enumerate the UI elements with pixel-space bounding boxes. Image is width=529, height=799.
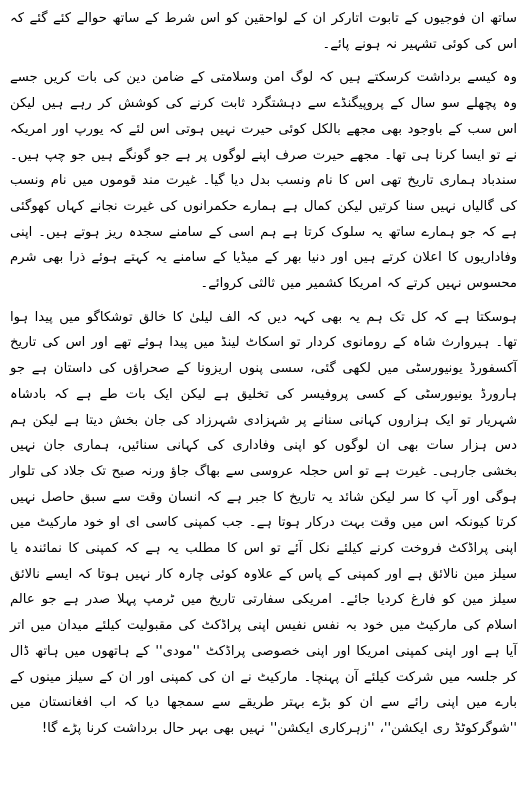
article-paragraph-1: ساتھ ان فوجیوں کے تابوت اتارکر ان کے لواحقین کو اس شرط کے ساتھ حوالے کئے گئے کہ اس کی کوئی تشہیر نہ ہونے پائے۔ bbox=[10, 11, 517, 52]
article-paragraph-2: وہ کیسے برداشت کرسکتے ہیں کہ لوگ امن وسلامتی کے ضامن دین کی بات کریں جسے وہ پچھلے سو سال کے پروپیگنڈے سے دہشتگرد ثابت کرنے کی کوشش کر رہے ہیں لیکن اس سب کے باوجود بھی مجھے بالکل کوئی حیرت نہیں ہوتی اس لئے کہ یورپ اور امریکہ نے تو ایسا کرنا ہی تھا۔ مجھے حیرت صرف اپنے لوگوں پر ہے جو گونگے ہیں جو چپ ہیں۔ سندباد ہماری تاریخ تھی اس کا نام ونسب بدل دیا گیا۔ غیرت مند قوموں میں نام ونسب کی گالیاں نہیں سنا کرتیں لیکن کمال ہے ہمارے حکمرانوں کی غیرت نجانے کہاں کھوگئی ہے کہ جو ہمارے ساتھ یہ سلوک کرتا ہے ہم اسی کے سامنے سجدہ ریز ہوتے ہیں۔ اپنی وفاداریوں کا اعلان کرتے ہیں اور دنیا بھر کے میڈیا کے سامنے یہ کہتے ہوئے ذرا بھی شرم محسوس نہیں کرتے کہ امریکا کشمیر میں ثالثی کروائے۔ bbox=[10, 70, 517, 292]
article-paragraph-3: ہوسکتا ہے کہ کل تک ہم یہ بھی کہہ دیں کہ الف لیلیٰ کا خالق توشکاگو میں پیدا ہوا تھا۔ ہیروارث شاہ کے رومانوی کردار تو اسکاٹ لینڈ میں پیدا ہوئے تھے اور اس کی تاریخ آکسفورڈ یونیورسٹی میں لکھی گئی، سسی پنوں اریزونا کے صحراؤں کی داستان ہے جو ہارورڈ یونیورسٹی کے کسی پروفیسر کی تخلیق ہے لیکن ایک بات طے ہے کہ بادشاہ شہریار تو ایک ہزاروں کہانی سنانے پر شہزادی شہرزاد کی جان بخش دیتا ہے لیکن ہم دس ہزار سات بھی ان لوگوں کو اپنی وفاداری کی کہانی سنائیں، ہماری جان نہیں بخشی جارہی۔ غیرت ہے تو اس حجلہ عروسی سے بھاگ جاؤ ورنہ صبح تک جلاد کی تلوار ہوگی اور آپ کا سر لیکن شائد یہ تاریخ کا جبر ہے کہ انسان وقت سے سبق حاصل نہیں کرتا کیونکہ اس میں وقت بہت درکار ہوتا ہے۔ جب کمپنی کاسی ای او خود مارکیٹ میں اپنی پراڈکٹ فروخت کرنے کیلئے نکل آئے تو اس کا مطلب یہ ہے کہ کمپنی کا نمائندہ یا سیلز مین نالائق ہے اور کمپنی کے پاس کے علاوہ کوئی چارہ کار نہیں ہوتا کہ ایسے نالائق سیلز مین کو فارغ کردیا جائے۔ امریکی سفارتی تاریخ میں ٹرمپ پہلا صدر ہے جو عالم اسلام کی مارکیٹ میں خود بہ نفس نفیس اپنی پراڈکٹ کی مقبولیت کیلئے میدان میں اتر آیا ہے اور اپنی کمپنی امریکا اور اپنی خصوصی پراڈکٹ ''مودی'' کے ہاتھوں میں ہاتھ ڈال کر جلسہ میں شرکت کیلئے آن پہنچا۔ مارکیٹ نے ان کی کمپنی اور ان کے سیلز مینوں کے بارے میں اپنی رائے سے ان کو بڑے بہتر طریقے سے سمجھا دیا کہ اب افغانستان میں ''شوگرکوٹڈ ری ایکشن''، ''زہرکاری ایکشن'' نہیں بھی بہر حال برداشت کرنا پڑے گا! bbox=[10, 309, 517, 736]
